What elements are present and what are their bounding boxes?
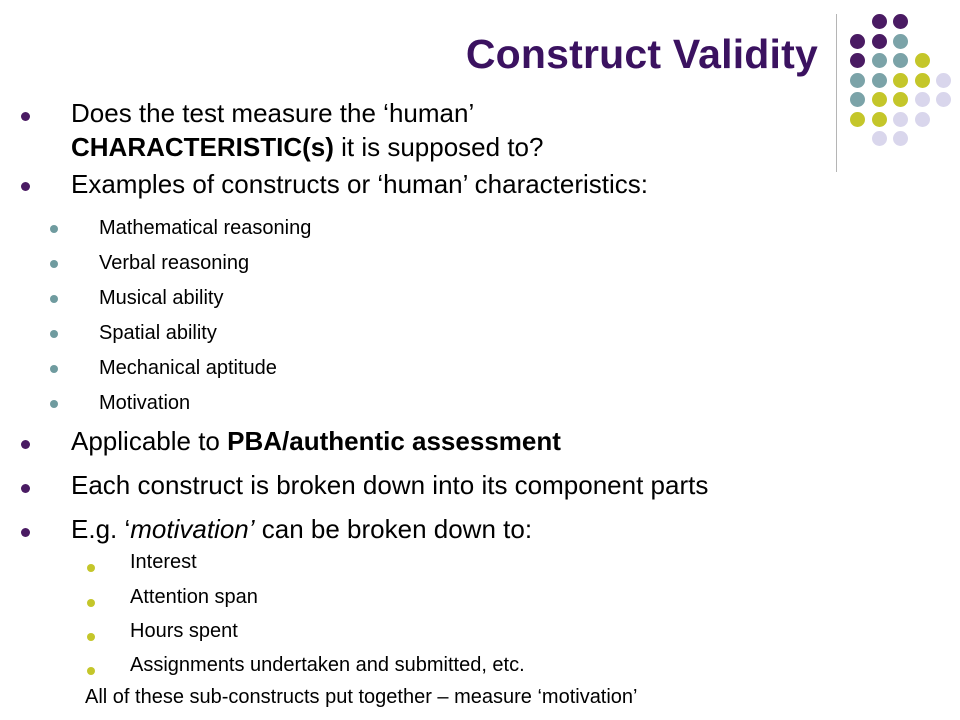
bullet-each-construct-text: Each construct is broken down into its component parts xyxy=(71,470,709,500)
decorative-dot xyxy=(872,14,887,29)
bullet-dot xyxy=(21,112,30,121)
bullet-dot xyxy=(87,633,95,641)
slide-title: Construct Validity xyxy=(465,31,818,77)
decorative-dot xyxy=(893,14,908,29)
decorative-dot xyxy=(893,131,908,146)
construct-label: Motivation xyxy=(99,392,191,414)
bullet-dot xyxy=(21,182,30,191)
characteristics-bold: CHARACTERISTIC(s) xyxy=(71,132,334,162)
decorative-dot xyxy=(850,73,865,88)
decorative-dot xyxy=(872,92,887,107)
decorative-dot xyxy=(915,92,930,107)
construct-label: Verbal reasoning xyxy=(99,252,250,274)
pba-bold: PBA/authentic assessment xyxy=(227,426,561,456)
subconstruct-label: Interest xyxy=(130,551,197,573)
decorative-dot xyxy=(850,53,865,68)
decorative-dot xyxy=(893,73,908,88)
bullet-dot xyxy=(50,225,58,233)
bullet-dot xyxy=(21,484,30,493)
decorative-dot xyxy=(850,92,865,107)
subconstruct-label: Attention span xyxy=(130,586,258,608)
subconstruct-label: Hours spent xyxy=(130,620,238,642)
decorative-dot xyxy=(915,112,930,127)
decorative-dot xyxy=(872,112,887,127)
bullet-dot xyxy=(21,528,30,537)
bullet-dot xyxy=(87,667,95,675)
bullet-dot xyxy=(87,599,95,607)
title-divider-line xyxy=(836,14,837,172)
bullet-dot xyxy=(50,365,58,373)
bullet-dot xyxy=(50,260,58,268)
bullet-eg-text xyxy=(71,514,532,545)
decorative-dot-grid xyxy=(850,14,950,154)
motivation-italic: motivation’ xyxy=(130,514,255,544)
decorative-dot xyxy=(915,53,930,68)
decorative-dot xyxy=(936,92,951,107)
bullet-applicable-text xyxy=(71,426,561,457)
decorative-dot xyxy=(893,34,908,49)
footer-note: All of these sub-constructs put together – measure ‘motivation’ xyxy=(85,686,638,708)
decorative-dot xyxy=(872,53,887,68)
bullet-dot xyxy=(21,440,30,449)
decorative-dot xyxy=(915,73,930,88)
decorative-dot xyxy=(872,34,887,49)
decorative-dot xyxy=(850,34,865,49)
question-rest: it is supposed to? xyxy=(333,132,544,162)
construct-label: Musical ability xyxy=(99,287,224,309)
subconstruct-label: Assignments undertaken and submitted, etc. xyxy=(130,654,525,676)
bullet-dot xyxy=(87,564,95,572)
bullet-question-line2 xyxy=(71,132,543,163)
decorative-dot xyxy=(936,73,951,88)
decorative-dot xyxy=(893,53,908,68)
eg-prefix: E.g. ‘ xyxy=(71,514,131,544)
bullet-examples-text: Examples of constructs or ‘human’ characteristics: xyxy=(71,169,649,199)
decorative-dot xyxy=(893,112,908,127)
construct-label: Mechanical aptitude xyxy=(99,357,277,379)
bullet-question-line1: Does the test measure the ‘human’ xyxy=(71,98,475,128)
bullet-dot xyxy=(50,400,58,408)
decorative-dot xyxy=(850,112,865,127)
construct-label: Spatial ability xyxy=(99,322,217,344)
decorative-dot xyxy=(872,131,887,146)
construct-label: Mathematical reasoning xyxy=(99,217,312,239)
eg-rest: can be broken down to: xyxy=(254,514,533,544)
decorative-dot xyxy=(893,92,908,107)
bullet-dot xyxy=(50,330,58,338)
applicable-prefix: Applicable to xyxy=(71,426,228,456)
bullet-dot xyxy=(50,295,58,303)
decorative-dot xyxy=(872,73,887,88)
